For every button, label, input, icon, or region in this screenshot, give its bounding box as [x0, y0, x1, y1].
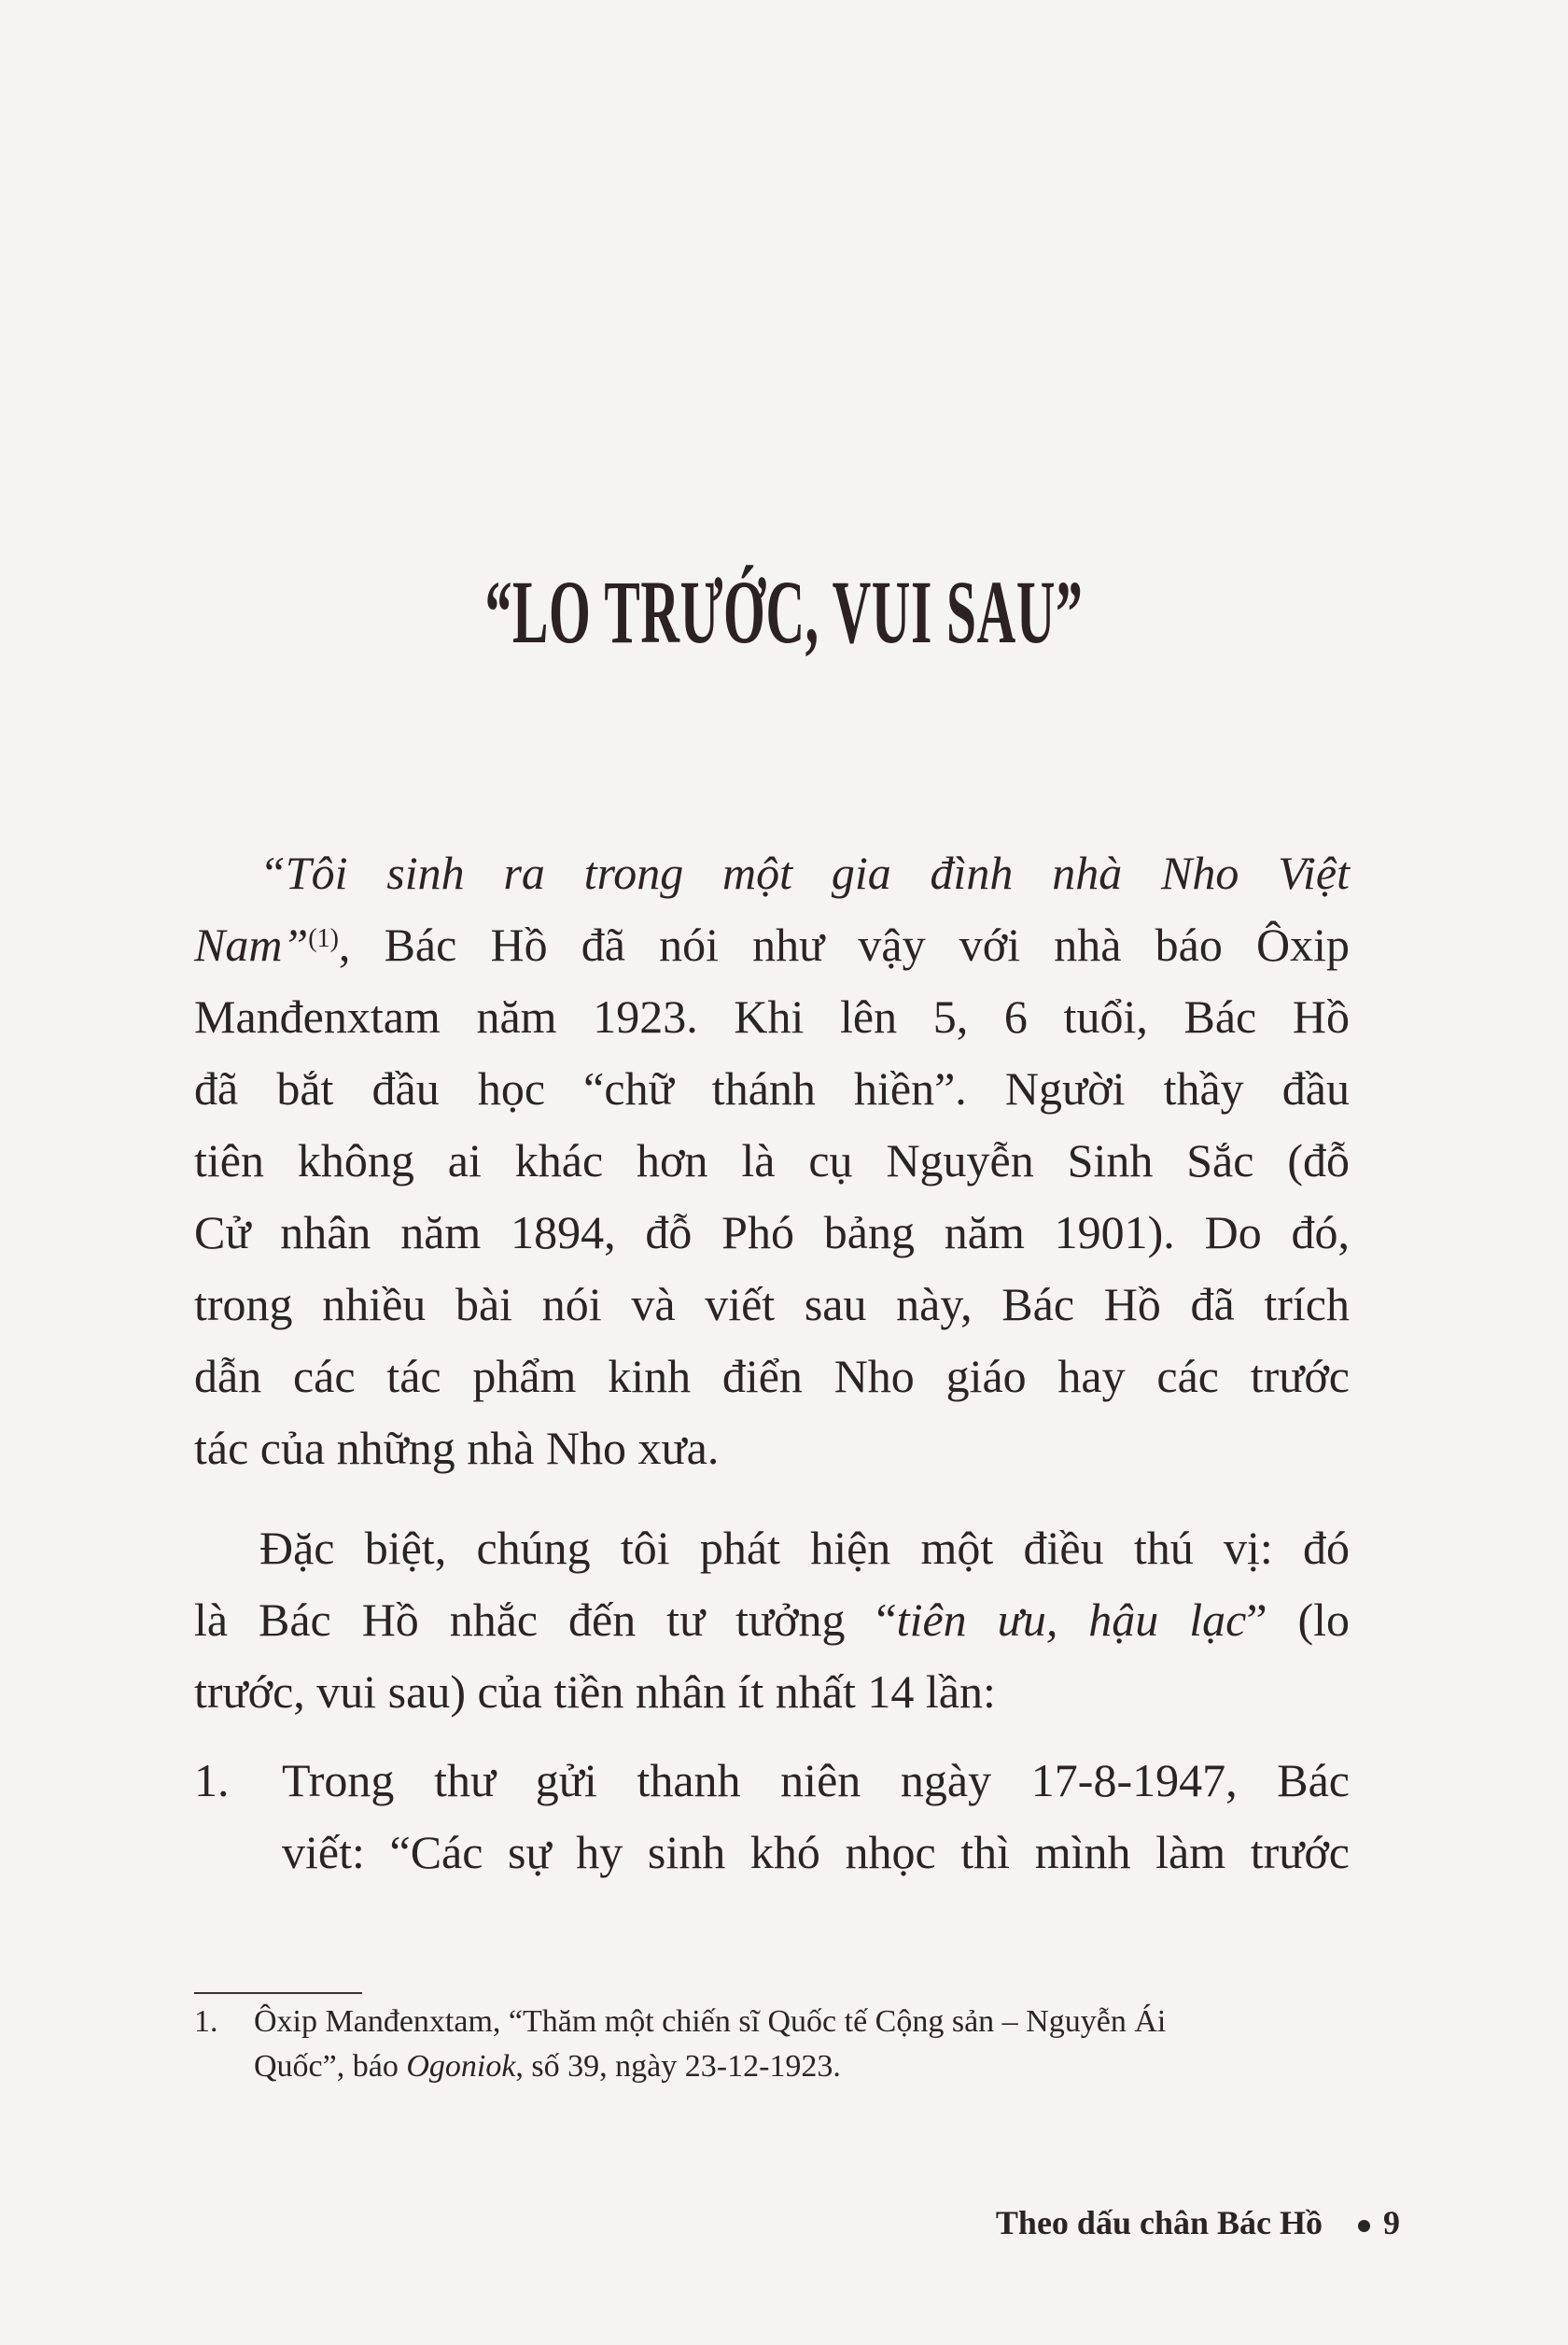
bullet-icon — [1358, 2220, 1370, 2232]
text-line: đã bắt đầu học “chữ thánh hiền”. Người thầy đầu — [194, 1062, 1350, 1115]
text-line: Đặc biệt, chúng tôi phát hiện một điều thú vị: đó — [259, 1522, 1350, 1574]
page-footer — [996, 2203, 1400, 2242]
text-line — [194, 917, 1350, 973]
text-line: tác của những nhà Nho xưa. — [194, 1422, 720, 1474]
text: , Bác Hồ đã nói như vậy với nhà báo Ôxip — [338, 919, 1350, 971]
footnote-line: Ôxip Manđenxtam, “Thăm một chiến sĩ Quốc tế Cộng sản – Nguyễn Ái — [254, 2004, 1167, 2039]
text-line: trước, vui sau) của tiền nhân ít nhất 14 lần: — [194, 1665, 996, 1718]
footnote-divider — [194, 1992, 362, 1994]
text-line: Trong thư gửi thanh niên ngày 17-8-1947, Bác — [282, 1754, 1350, 1806]
text-line: Manđenxtam năm 1923. Khi lên 5, 6 tuổi, Bác Hồ — [194, 990, 1350, 1043]
text-line — [194, 1592, 1350, 1648]
text-line: viết: “Các sự hy sinh khó nhọc thì mình làm trước — [282, 1826, 1350, 1878]
text-line: Cử nhân năm 1894, đỗ Phó bảng năm 1901). Do đó, — [194, 1206, 1350, 1258]
running-title: Theo dấu chân Bác Hồ — [995, 2204, 1323, 2241]
italic-title: Ogoniok — [406, 2049, 516, 2084]
italic-quote: “Tôi sinh ra trong một gia đình nhà Nho Việt — [259, 847, 1350, 899]
italic-quote: Nam” — [194, 919, 309, 971]
chapter-title-text: “LO TRƯỚC, VUI SAU” — [484, 562, 1084, 662]
list-number: 1. — [194, 1754, 230, 1806]
text-line: trong nhiều bài nói và viết sau này, Bác Hồ đã trích — [194, 1278, 1350, 1330]
chapter-title — [0, 560, 1568, 664]
text: Quốc”, báo — [254, 2049, 407, 2084]
text-line: tiên không ai khác hơn là cụ Nguyễn Sinh Sắc (đỗ — [194, 1134, 1350, 1187]
footnote-number: 1. — [194, 2004, 218, 2039]
text: , số 39, ngày 23-12-1923. — [515, 2049, 841, 2084]
text-line — [259, 845, 1350, 901]
text-line: dẫn các tác phẩm kinh điển Nho giáo hay các trước — [194, 1350, 1350, 1402]
footnote-line — [254, 2046, 841, 2087]
footnote-ref[interactable]: (1) — [308, 924, 339, 953]
text: là Bác Hồ nhắc đến tư tưởng “ — [194, 1594, 897, 1646]
italic-phrase: tiên ưu, hậu lạc — [896, 1594, 1247, 1646]
text: ” (lo — [1246, 1594, 1350, 1646]
page-number: 9 — [1383, 2204, 1400, 2241]
